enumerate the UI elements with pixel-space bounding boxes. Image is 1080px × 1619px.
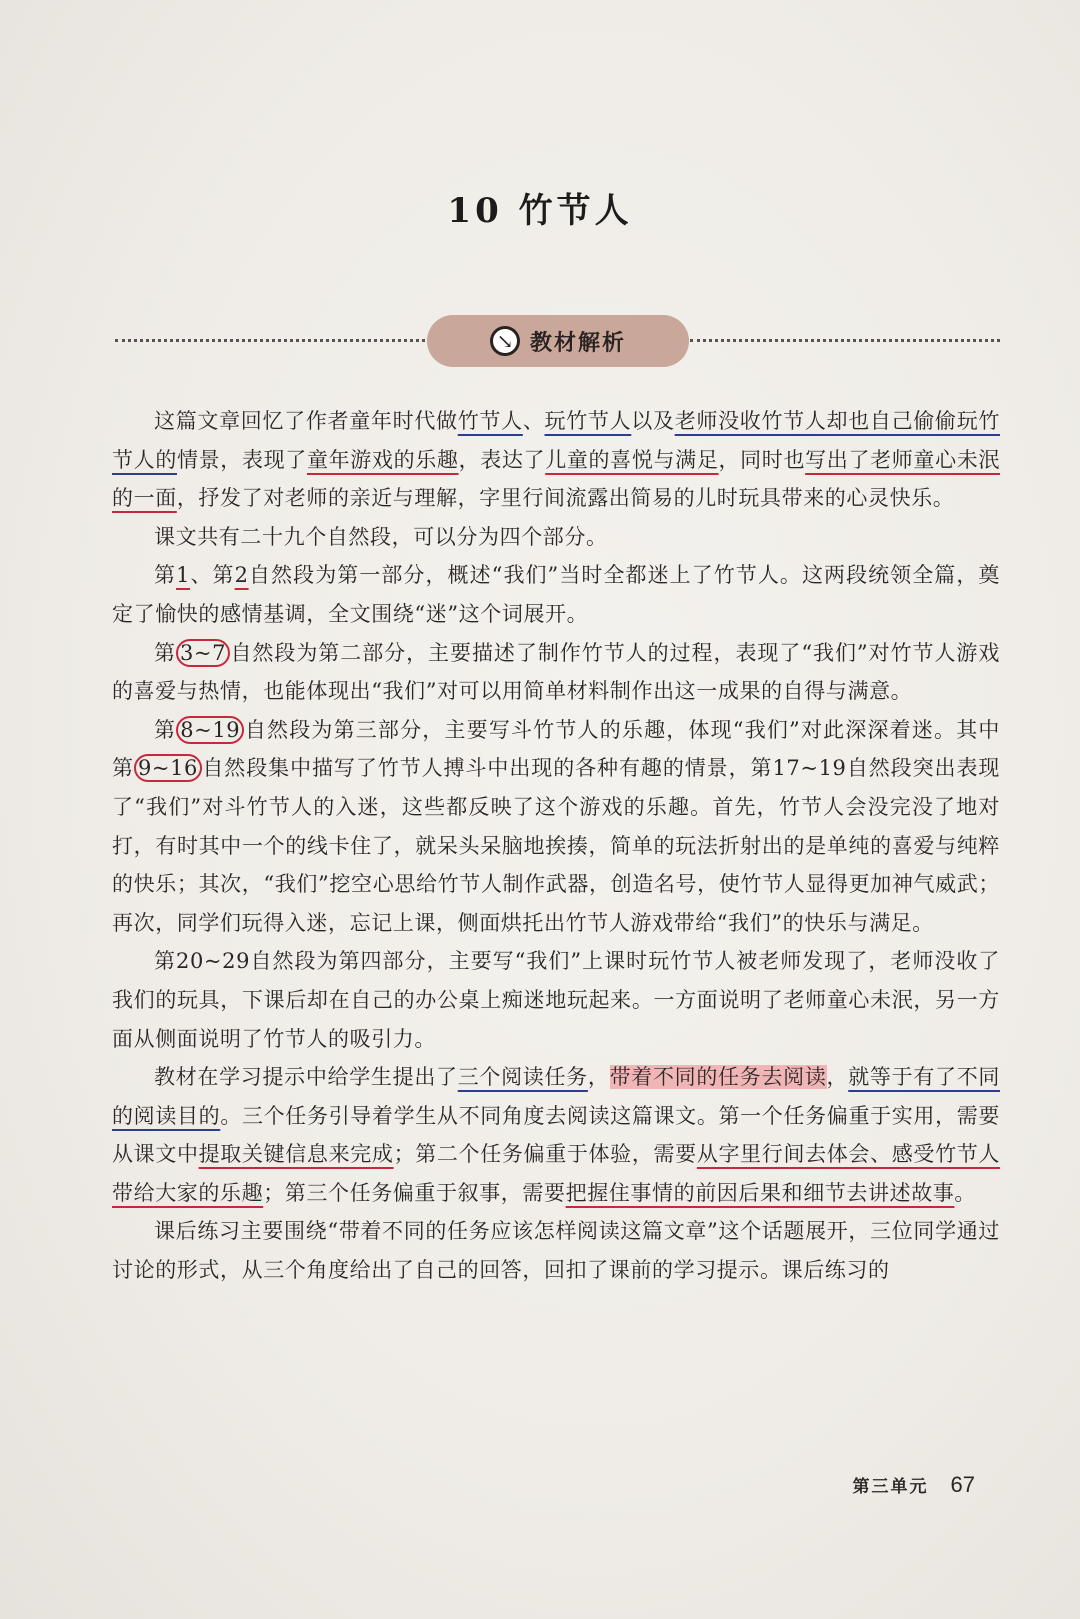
- underlined-text: 从字里行间去体会、感受竹节人带给大家的乐趣: [112, 1142, 1000, 1205]
- paragraph-1: [112, 402, 1000, 518]
- section-header: [115, 315, 1000, 367]
- text-span: 教材在学习提示中给学生提出了: [154, 1065, 458, 1090]
- text-span: 、: [522, 409, 545, 433]
- underlined-text: 童年游戏的乐趣: [306, 447, 459, 472]
- page-number: 67: [950, 1472, 975, 1497]
- text-span: 情景，表现了: [176, 447, 307, 472]
- underlined-text: 写出了老师童心未泯的一面: [112, 447, 1000, 511]
- paragraph-4: [112, 634, 1000, 711]
- underlined-text: 竹节人: [457, 409, 523, 433]
- section-label: 教材解析: [529, 329, 626, 356]
- text-span: 第: [154, 563, 177, 588]
- underlined-text: 老师没收竹节人却也自己偷偷玩竹节人的: [112, 409, 1000, 472]
- circled-text: 8~19: [176, 716, 244, 744]
- text-span: ；第三个任务偏重于叙事，需要: [263, 1180, 566, 1205]
- text-span: 。: [954, 1180, 977, 1205]
- text-span: 自然段集中描写了竹节人搏斗中出现的各种有趣的情景，第17~19自然段突出表现了“我们”对斗竹节人的入迷，这些都反映了这个游戏的乐趣。首先，竹节人会没完没了地对打，有时其中一个的线卡住了，就呆头呆脑地挨揍，简单的玩法折射出的是单纯的喜爱与纯粹的快乐；其次，“我们”挖空心思给竹节人制作武器，创造名号，使竹节人显得更加神气威武；再次，同学们玩得入迷，忘记上课，侧面烘托出竹节人游戏带给“我们”的快乐与满足。: [112, 756, 1000, 935]
- text-span: 第: [154, 717, 177, 742]
- page-footer: [853, 1472, 975, 1498]
- underlined-text: 提取关键信息来完成: [198, 1142, 394, 1167]
- text-span: 自然段为第一部分，概述“我们”当时全都迷上了竹节人。这两段统领全篇，奠定了愉快的感情基调，全文围绕“迷”这个词展开。: [112, 563, 1001, 626]
- underlined-text: 2: [234, 563, 249, 588]
- paragraph-7: [112, 1058, 1000, 1212]
- lesson-title: 10 竹节人: [447, 190, 633, 231]
- text-span: ，: [587, 1065, 610, 1090]
- circled-text: 3~7: [176, 639, 230, 667]
- body-text: [112, 402, 1000, 1290]
- text-span: 第: [154, 640, 176, 665]
- text-span: ，表达了: [458, 447, 546, 472]
- text-span: 这篇文章回忆了作者童年时代做: [154, 409, 458, 433]
- underlined-text: 1: [176, 563, 191, 588]
- highlighted-text: 带着不同的任务去阅读: [609, 1065, 827, 1090]
- paragraph-8: 课后练习主要围绕“带着不同的任务应该怎样阅读这篇文章”这个话题展开，三位同学通过讨论的形式，从三个角度给出了自己的回答，回扣了课前的学习提示。课后练习的: [112, 1219, 1000, 1283]
- dotted-divider-left: [115, 339, 425, 342]
- dotted-divider-right: [690, 339, 1000, 342]
- underlined-text: 三个阅读任务: [457, 1065, 588, 1090]
- unit-label: 第三单元: [852, 1477, 929, 1497]
- underlined-text: 把握住事情的前因后果和细节去讲述故事: [565, 1180, 955, 1205]
- text-span: ，: [826, 1065, 849, 1090]
- arrow-circle-icon: ↘: [490, 326, 520, 356]
- text-span: 以及: [631, 409, 675, 433]
- section-label-pill: [427, 315, 689, 367]
- text-span: 、第: [190, 563, 235, 588]
- paragraph-3: [112, 556, 1000, 633]
- circled-text: 9~16: [134, 754, 202, 782]
- text-span: 。三个任务引导着学生从不同角度去阅读这篇课文。第一个任务偏重于实用，需要从课文中: [112, 1103, 1001, 1167]
- text-span: ，同时也: [718, 447, 806, 472]
- paragraph-6: 第20~29自然段为第四部分，主要写“我们”上课时玩竹节人被老师发现了，老师没收了我们的玩具，下课后却在自己的办公桌上痴迷地玩起来。一方面说明了老师童心未泯，另一方面从侧面说明了竹节人的吸引力。: [112, 949, 1000, 1051]
- underlined-text: 儿童的喜悦与满足: [545, 447, 719, 472]
- text-span: ；第二个任务偏重于体验，需要: [393, 1142, 697, 1167]
- text-span: 自然段为第二部分，主要描述了制作竹节人的过程，表现了“我们”对竹节人游戏的喜爱与热情，也能体现出“我们”对可以用简单材料制作出这一成果的自得与满意。: [112, 640, 1000, 704]
- text-span: ，抒发了对老师的亲近与理解，字里行间流露出简易的儿时玩具带来的心灵快乐。: [176, 486, 955, 511]
- paragraph-5: [112, 711, 1000, 943]
- paragraph-2: 课文共有二十九个自然段，可以分为四个部分。: [154, 524, 608, 549]
- underlined-text: 玩竹节人: [544, 409, 632, 433]
- underlined-text: 就等于有了不同的阅读目的: [112, 1065, 1000, 1128]
- text-span: 自然段为第三部分，主要写斗竹节人的乐趣，体现“我们”对此深深着迷。其中第: [112, 717, 1000, 781]
